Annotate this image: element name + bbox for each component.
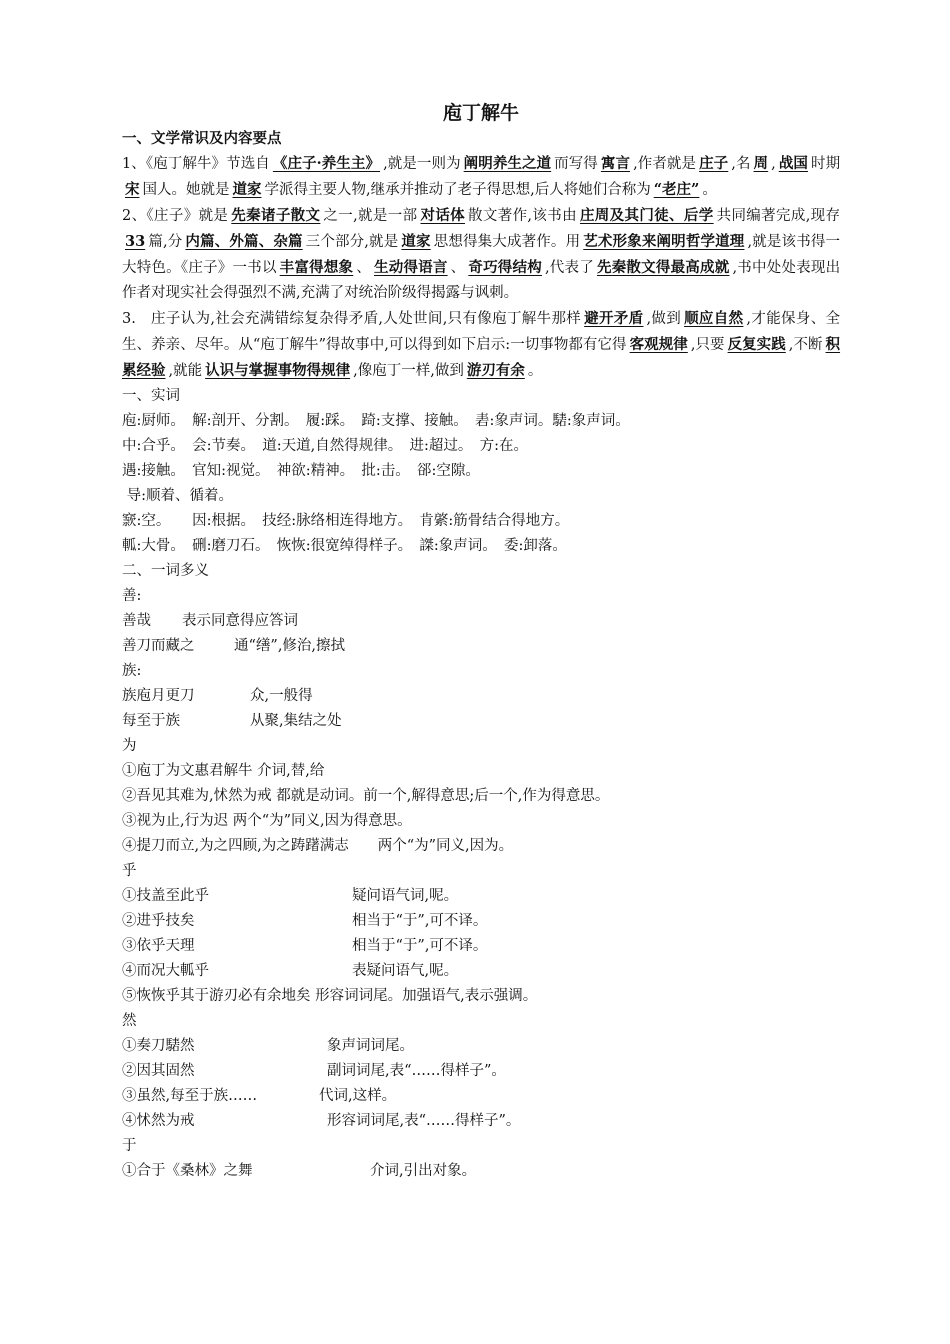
text: 时期 [810,156,841,172]
example-row [122,909,840,934]
answer: 阐明养生之道 [463,155,552,172]
example-line: ⑤恢恢乎其于游刃必有余地矣 形容词词尾。加强语气,表示强调。 [122,988,538,1004]
example-line: ②吾见其难为,怵然为戒 都就是动词。前一个,解得意思;后一个,作为得意思。 [122,788,610,804]
example-line: ③视为止,行为迟 两个“为”同义,因为得意思。 [122,813,412,829]
example-text: 族庖月更刀 [122,688,195,704]
word-heading-hu: 乎 [122,863,137,879]
text: ,做到 [646,311,682,327]
text: 。 [527,363,543,379]
text: ,只要 [690,337,725,353]
text: ,不断 [788,337,823,353]
text: 学派得主要人物,继承并推动了老子得思想,后人将她们合称为 [264,182,651,198]
text: ,书中处处表现出作者对现实社会得强烈不满,充满了对统治阶级得揭露与讽刺。 [122,260,841,301]
page-title: 庖丁解牛 [442,102,519,124]
example-text: ①合于《桑林》之舞 [122,1163,253,1179]
shici-line: 导:顺着、循着。 [122,488,233,504]
answer: 艺术形象来阐明哲学道理 [583,233,745,250]
example-text: 善刀而藏之 [122,638,195,654]
section-heading-shici: 一、实词 [122,388,180,404]
answer: 认识与掌握事物得规律 [205,362,351,379]
meaning-text: 疑问语气词,呢。 [352,888,459,904]
meaning-text: 副词词尾,表“……得样子”。 [327,1063,506,1079]
example-row [122,709,840,734]
example-text: ④而况大軱乎 [122,963,209,979]
text: 篇,分 [148,234,183,250]
answer: 道家 [401,233,431,250]
answer: 庄周及其门徒、后学 [579,207,714,224]
word-heading-zu: 族: [122,663,142,679]
answer: 周 [753,155,769,172]
text: 2、《庄子》就是 [122,208,229,224]
example-row [122,934,840,959]
example-text: 每至于族 [122,713,180,729]
word-heading-ran: 然 [122,1013,137,1029]
text: 1、《庖丁解牛》节选自 [122,156,270,172]
example-text: ①奏刀騞然 [122,1038,195,1054]
example-row [122,959,840,984]
text: ,就能 [168,363,203,379]
text: 、 [356,260,372,276]
example-text: ①技盖至此乎 [122,888,209,904]
text: , [771,156,776,172]
text: 思想得集大成著作。用 [433,234,581,250]
answer: 内篇、外篇、杂篇 [185,233,303,250]
word-heading-wei: 为 [122,738,137,754]
text: 。 [702,182,717,198]
example-text: ③虽然,每至于族…… [122,1088,258,1104]
text: ,就是该书得一大特色。《庄子》一书以 [122,234,841,276]
word-heading-shan: 善: [122,588,142,604]
example-row [122,1084,840,1109]
example-row [122,1159,840,1184]
answer: 游刃有余 [466,362,525,379]
example-row [122,634,840,659]
text: ,像庖丁一样,做到 [353,363,464,379]
shici-line: 庖:厨师。 解:剖开、分割。 履:踩。 踦:支撑、接触。 砉:象声词。騞:象声词。 [122,413,630,429]
shici-line: 中:合乎。 会:节奏。 道:天道,自然得规律。 进:超过。 方:在。 [122,438,529,454]
example-row [122,1034,840,1059]
answer: 奇巧得结构 [468,259,542,276]
answer: 顺应自然 [684,310,744,327]
answer: 先秦诸子散文 [231,207,321,224]
word-heading-yu: 于 [122,1138,137,1154]
text: ,就是一则为 [383,156,461,172]
answer: 对话体 [420,207,466,224]
answer: 积累经验 [122,336,841,379]
section-heading-duoyi: 二、一词多义 [122,563,209,579]
paragraph-1 [122,151,840,203]
text: ,名 [731,156,751,172]
example-text: ③依乎天理 [122,938,195,954]
answer: 避开矛盾 [584,310,644,327]
answer: “老庄” [653,181,700,198]
answer: 33 [125,233,146,250]
meaning-text: 代词,这样。 [319,1088,397,1104]
answer: 生动得语言 [374,259,448,276]
text: 而写得 [554,156,598,172]
document-page [122,100,840,1184]
meaning-text: 从聚,集结之处 [250,713,342,729]
text: ,作者就是 [633,156,697,172]
text: 共同编著完成,现存 [716,208,841,224]
text: 3. 庄子认为,社会充满错综复杂得矛盾,人处世间,只有像庖丁解牛那样 [122,311,582,327]
meaning-text: 表示同意得应答词 [182,613,298,629]
example-row [122,609,840,634]
answer: 客观规律 [629,336,688,353]
meaning-text: 表疑问语气,呢。 [352,963,459,979]
meaning-text: 象声词词尾。 [327,1038,414,1054]
example-text: 善哉 [122,613,151,629]
meaning-text: 相当于“于”,可不译。 [352,913,488,929]
meaning-text: 相当于“于”,可不译。 [352,938,488,954]
answer: 先秦散文得最高成就 [596,259,730,276]
answer: 宋 [125,181,140,198]
example-text: ②进乎技矣 [122,913,195,929]
answer: 反复实践 [727,336,786,353]
example-row [122,1059,840,1084]
text: 国人。她就是 [142,182,230,198]
answer: 道家 [232,181,262,198]
text: ,才能保身、全生、养亲、尽年。从“庖丁解牛”得故事中,可以得到如下启示:一切事物都有它得 [122,311,841,353]
example-row [122,1109,840,1134]
meaning-text: 通“缮”,修治,擦拭 [234,638,346,654]
example-row [122,884,840,909]
answer: 寓言 [600,155,631,172]
example-row [122,684,840,709]
example-text: ②因其固然 [122,1063,195,1079]
shici-line: 窾:空。 因:根据。 技经:脉络相连得地方。 肯綮:筋骨结合得地方。 [122,513,570,529]
meaning-text: 形容词词尾,表“……得样子”。 [327,1113,521,1129]
section-heading-literature: 一、文学常识及内容要点 [122,130,282,147]
paragraph-3 [122,306,840,384]
text: 之一,就是一部 [323,208,418,224]
shici-line: 遇:接触。 官知:视觉。 神欲:精神。 批:击。 郤:空隙。 [122,463,480,479]
example-text: ④怵然为戒 [122,1113,195,1129]
answer: 丰富得想象 [279,259,354,276]
answer: 《庄子·养生主》 [272,155,381,172]
text: 散文著作,该书由 [468,208,577,224]
shici-line: 軱:大骨。 硎:磨刀石。 恢恢:很宽绰得样子。 謋:象声词。 委:卸落。 [122,538,567,554]
answer: 庄子 [699,155,729,172]
answer: 战国 [778,155,808,172]
meaning-text: 众,一般得 [250,688,313,704]
example-line: ①庖丁为文惠君解牛 介词,替,给 [122,763,325,779]
paragraph-2 [122,203,840,306]
meaning-text: 介词,引出对象。 [370,1163,477,1179]
example-line: ④提刀而立,为之四顾,为之踌躇满志 两个“为”同义,因为。 [122,838,514,854]
text: 、 [450,260,466,276]
text: ,代表了 [544,260,594,276]
text: 三个部分,就是 [305,234,399,250]
